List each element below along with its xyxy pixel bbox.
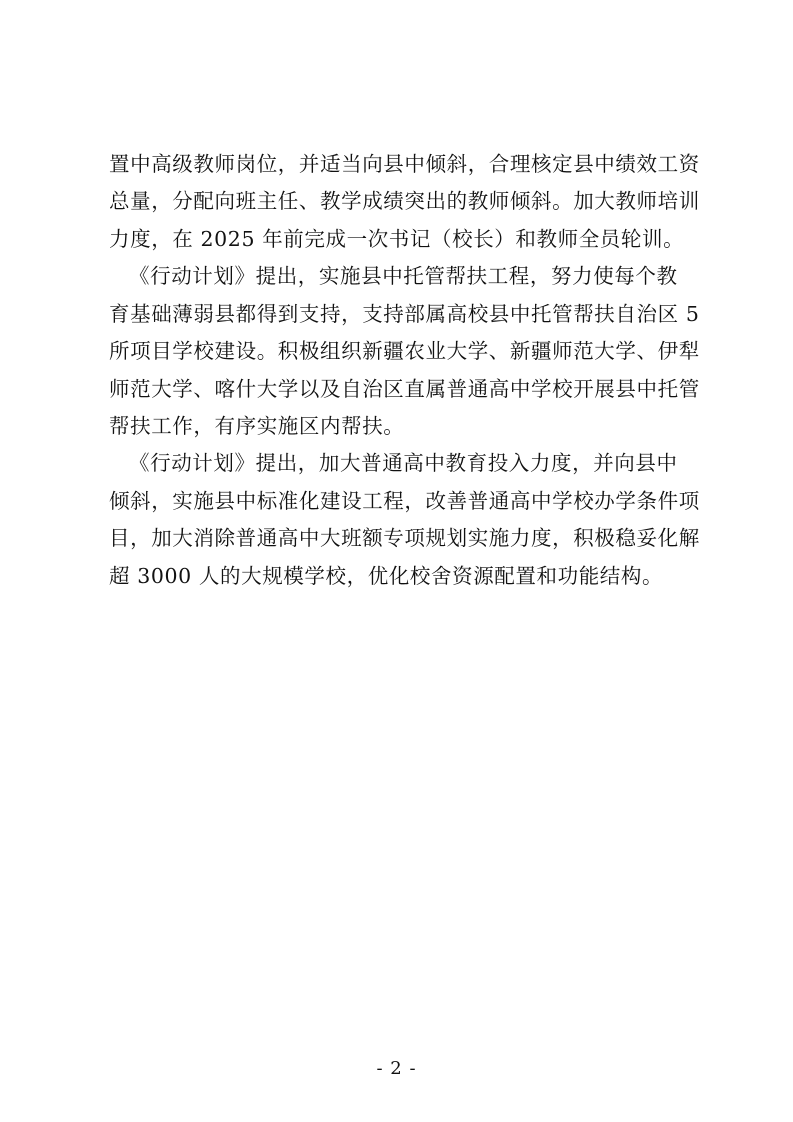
body-text-line: 《行动计划》提出，实施县中托管帮扶工程，努力使每个教 <box>129 264 678 288</box>
body-text-line: 《行动计划》提出，加大普通高中教育投入力度，并向县中 <box>129 451 678 475</box>
body-text-line: 总量，分配向班主任、教学成绩突出的教师倾斜。加大教师培训 <box>109 189 700 213</box>
body-text-line: 育基础薄弱县都得到支持，支持部属高校县中托管帮扶自治区 5 <box>109 302 700 326</box>
body-text-line: 师范大学、喀什大学以及自治区直属普通高中学校开展县中托管 <box>109 377 700 401</box>
body-text-line: 力度，在 2025 年前完成一次书记（校长）和教师全员轮训。 <box>109 227 685 251</box>
body-text-line: 帮扶工作，有序实施区内帮扶。 <box>109 414 405 438</box>
body-text-line: 超 3000 人的大规模学校，优化校舍资源配置和功能结构。 <box>109 564 664 588</box>
body-text-line: 置中高级教师岗位，并适当向县中倾斜，合理核定县中绩效工资 <box>109 152 700 176</box>
body-text-line: 倾斜，实施县中标准化建设工程，改善普通高中学校办学条件项 <box>109 489 700 513</box>
body-text-line: 目，加大消除普通高中大班额专项规划实施力度，积极稳妥化解 <box>109 526 700 550</box>
page-number: - 2 - <box>376 1058 417 1079</box>
body-text-line: 所项目学校建设。积极组织新疆农业大学、新疆师范大学、伊犁 <box>109 339 700 363</box>
